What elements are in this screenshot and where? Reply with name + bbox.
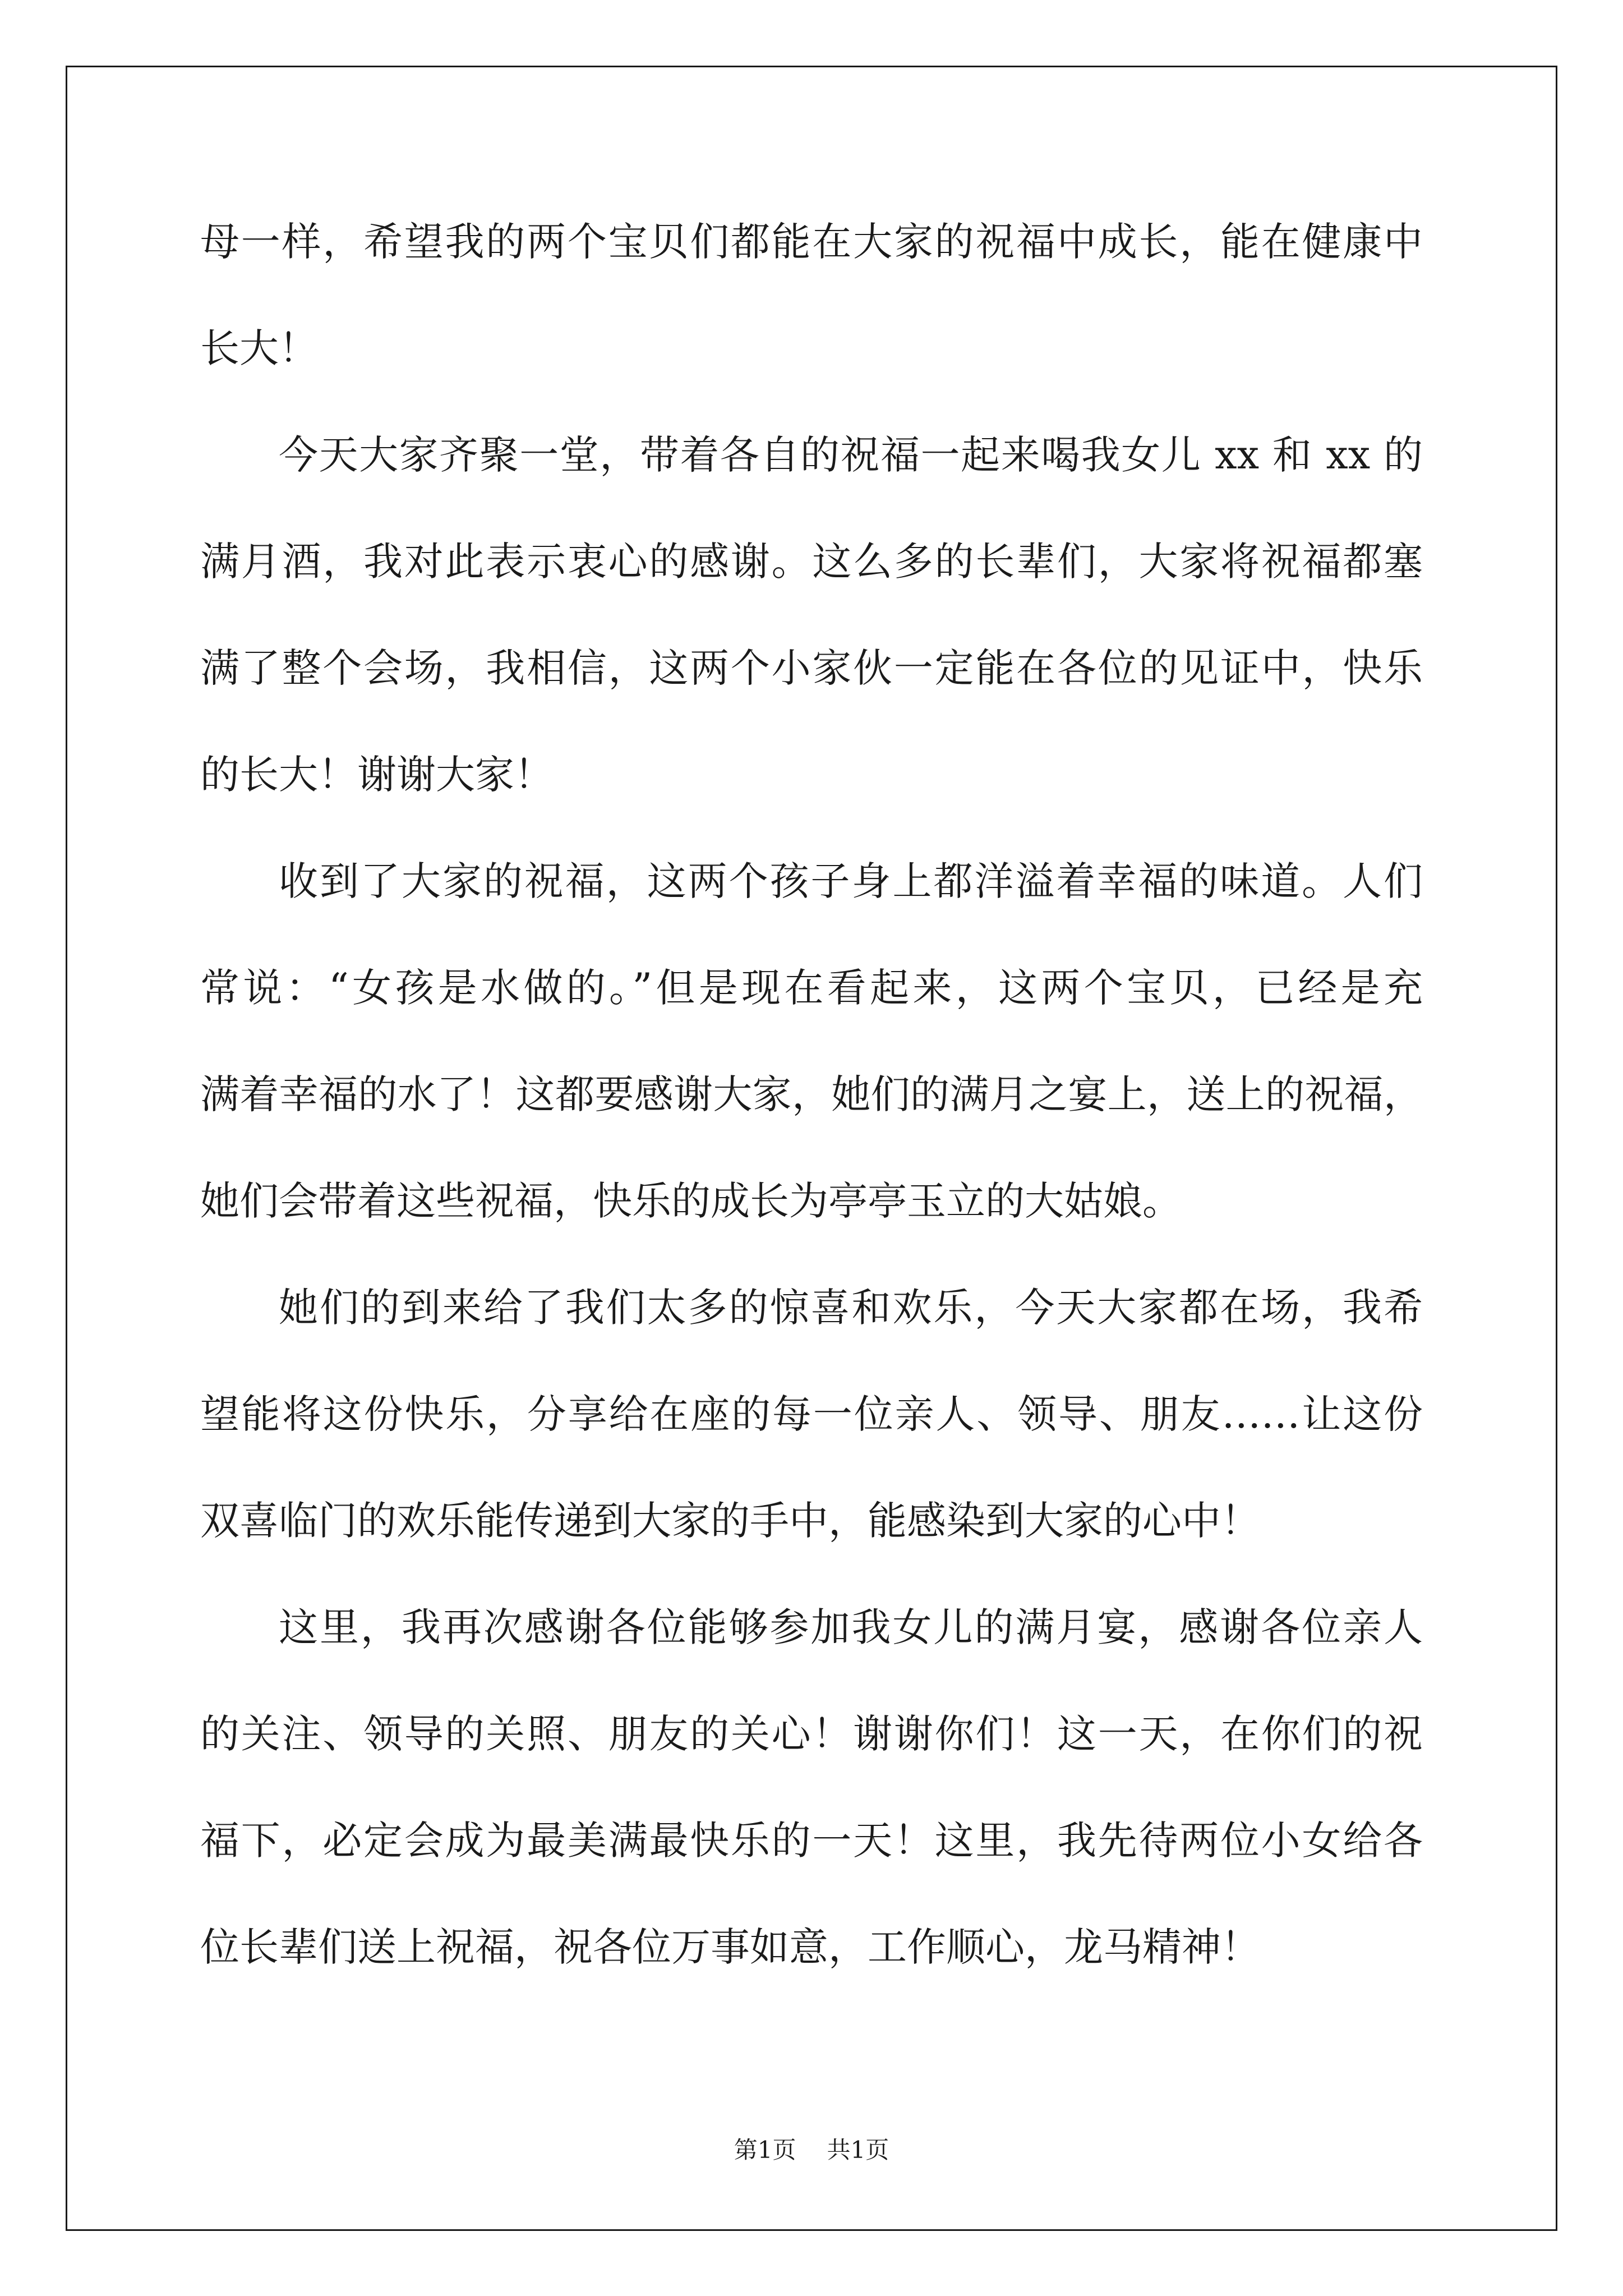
- paragraph-2-line-4: 的长大！谢谢大家！: [200, 752, 554, 798]
- paragraph-5-line-2: 的关注、领导的关照、朋友的关心！谢谢你们！这一天，在你们的祝: [200, 1711, 1423, 1757]
- paragraph-5-line-4: 位长辈们送上祝福，祝各位万事如意，工作顺心，龙马精神！: [200, 1924, 1260, 1970]
- document-body: [200, 211, 1423, 2023]
- page-number: 第1页: [734, 2136, 796, 2164]
- paragraph-3-line-1: 收到了大家的祝福，这两个孩子身上都洋溢着幸福的味道。人们: [279, 858, 1423, 904]
- paragraph-4-line-3: 双喜临门的欢乐能传递到大家的手中，能感染到大家的心中！: [200, 1498, 1260, 1544]
- paragraph-2-line-3: 满了整个会场，我相信，这两个小家伙一定能在各位的见证中，快乐: [200, 645, 1423, 691]
- paragraph-5-line-1: 这里，我再次感谢各位能够参加我女儿的满月宴，感谢各位亲人: [279, 1604, 1423, 1650]
- paragraph-2-line-1: 今天大家齐聚一堂，带着各自的祝福一起来喝我女儿 xx 和 xx 的: [279, 432, 1423, 478]
- paragraph-3-line-4: 她们会带着这些祝福，快乐的成长为亭亭玉立的大姑娘。: [200, 1178, 1182, 1224]
- paragraph-1-line-2: 长大！: [200, 325, 318, 371]
- page-footer: [0, 2132, 1623, 2165]
- paragraph-5-line-3: 福下，必定会成为最美满最快乐的一天！这里，我先待两位小女给各: [200, 1818, 1423, 1864]
- paragraph-2-line-2: 满月酒，我对此表示衷心的感谢。这么多的长辈们，大家将祝福都塞: [200, 539, 1423, 585]
- paragraph-3-line-3: 满着幸福的水了！这都要感谢大家，她们的满月之宴上，送上的祝福，: [200, 1071, 1423, 1117]
- paragraph-4-line-2: 望能将这份快乐，分享给在座的每一位亲人、领导、朋友……让这份: [200, 1391, 1423, 1437]
- paragraph-3-line-2: 常说：“女孩是水做的。”但是现在看起来，这两个宝贝，已经是充: [200, 965, 1423, 1011]
- paragraph-4-line-1: 她们的到来给了我们太多的惊喜和欢乐，今天大家都在场，我希: [279, 1285, 1423, 1331]
- page-total: 共1页: [827, 2136, 889, 2164]
- paragraph-1-line-1: 母一样，希望我的两个宝贝们都能在大家的祝福中成长，能在健康中: [200, 219, 1423, 265]
